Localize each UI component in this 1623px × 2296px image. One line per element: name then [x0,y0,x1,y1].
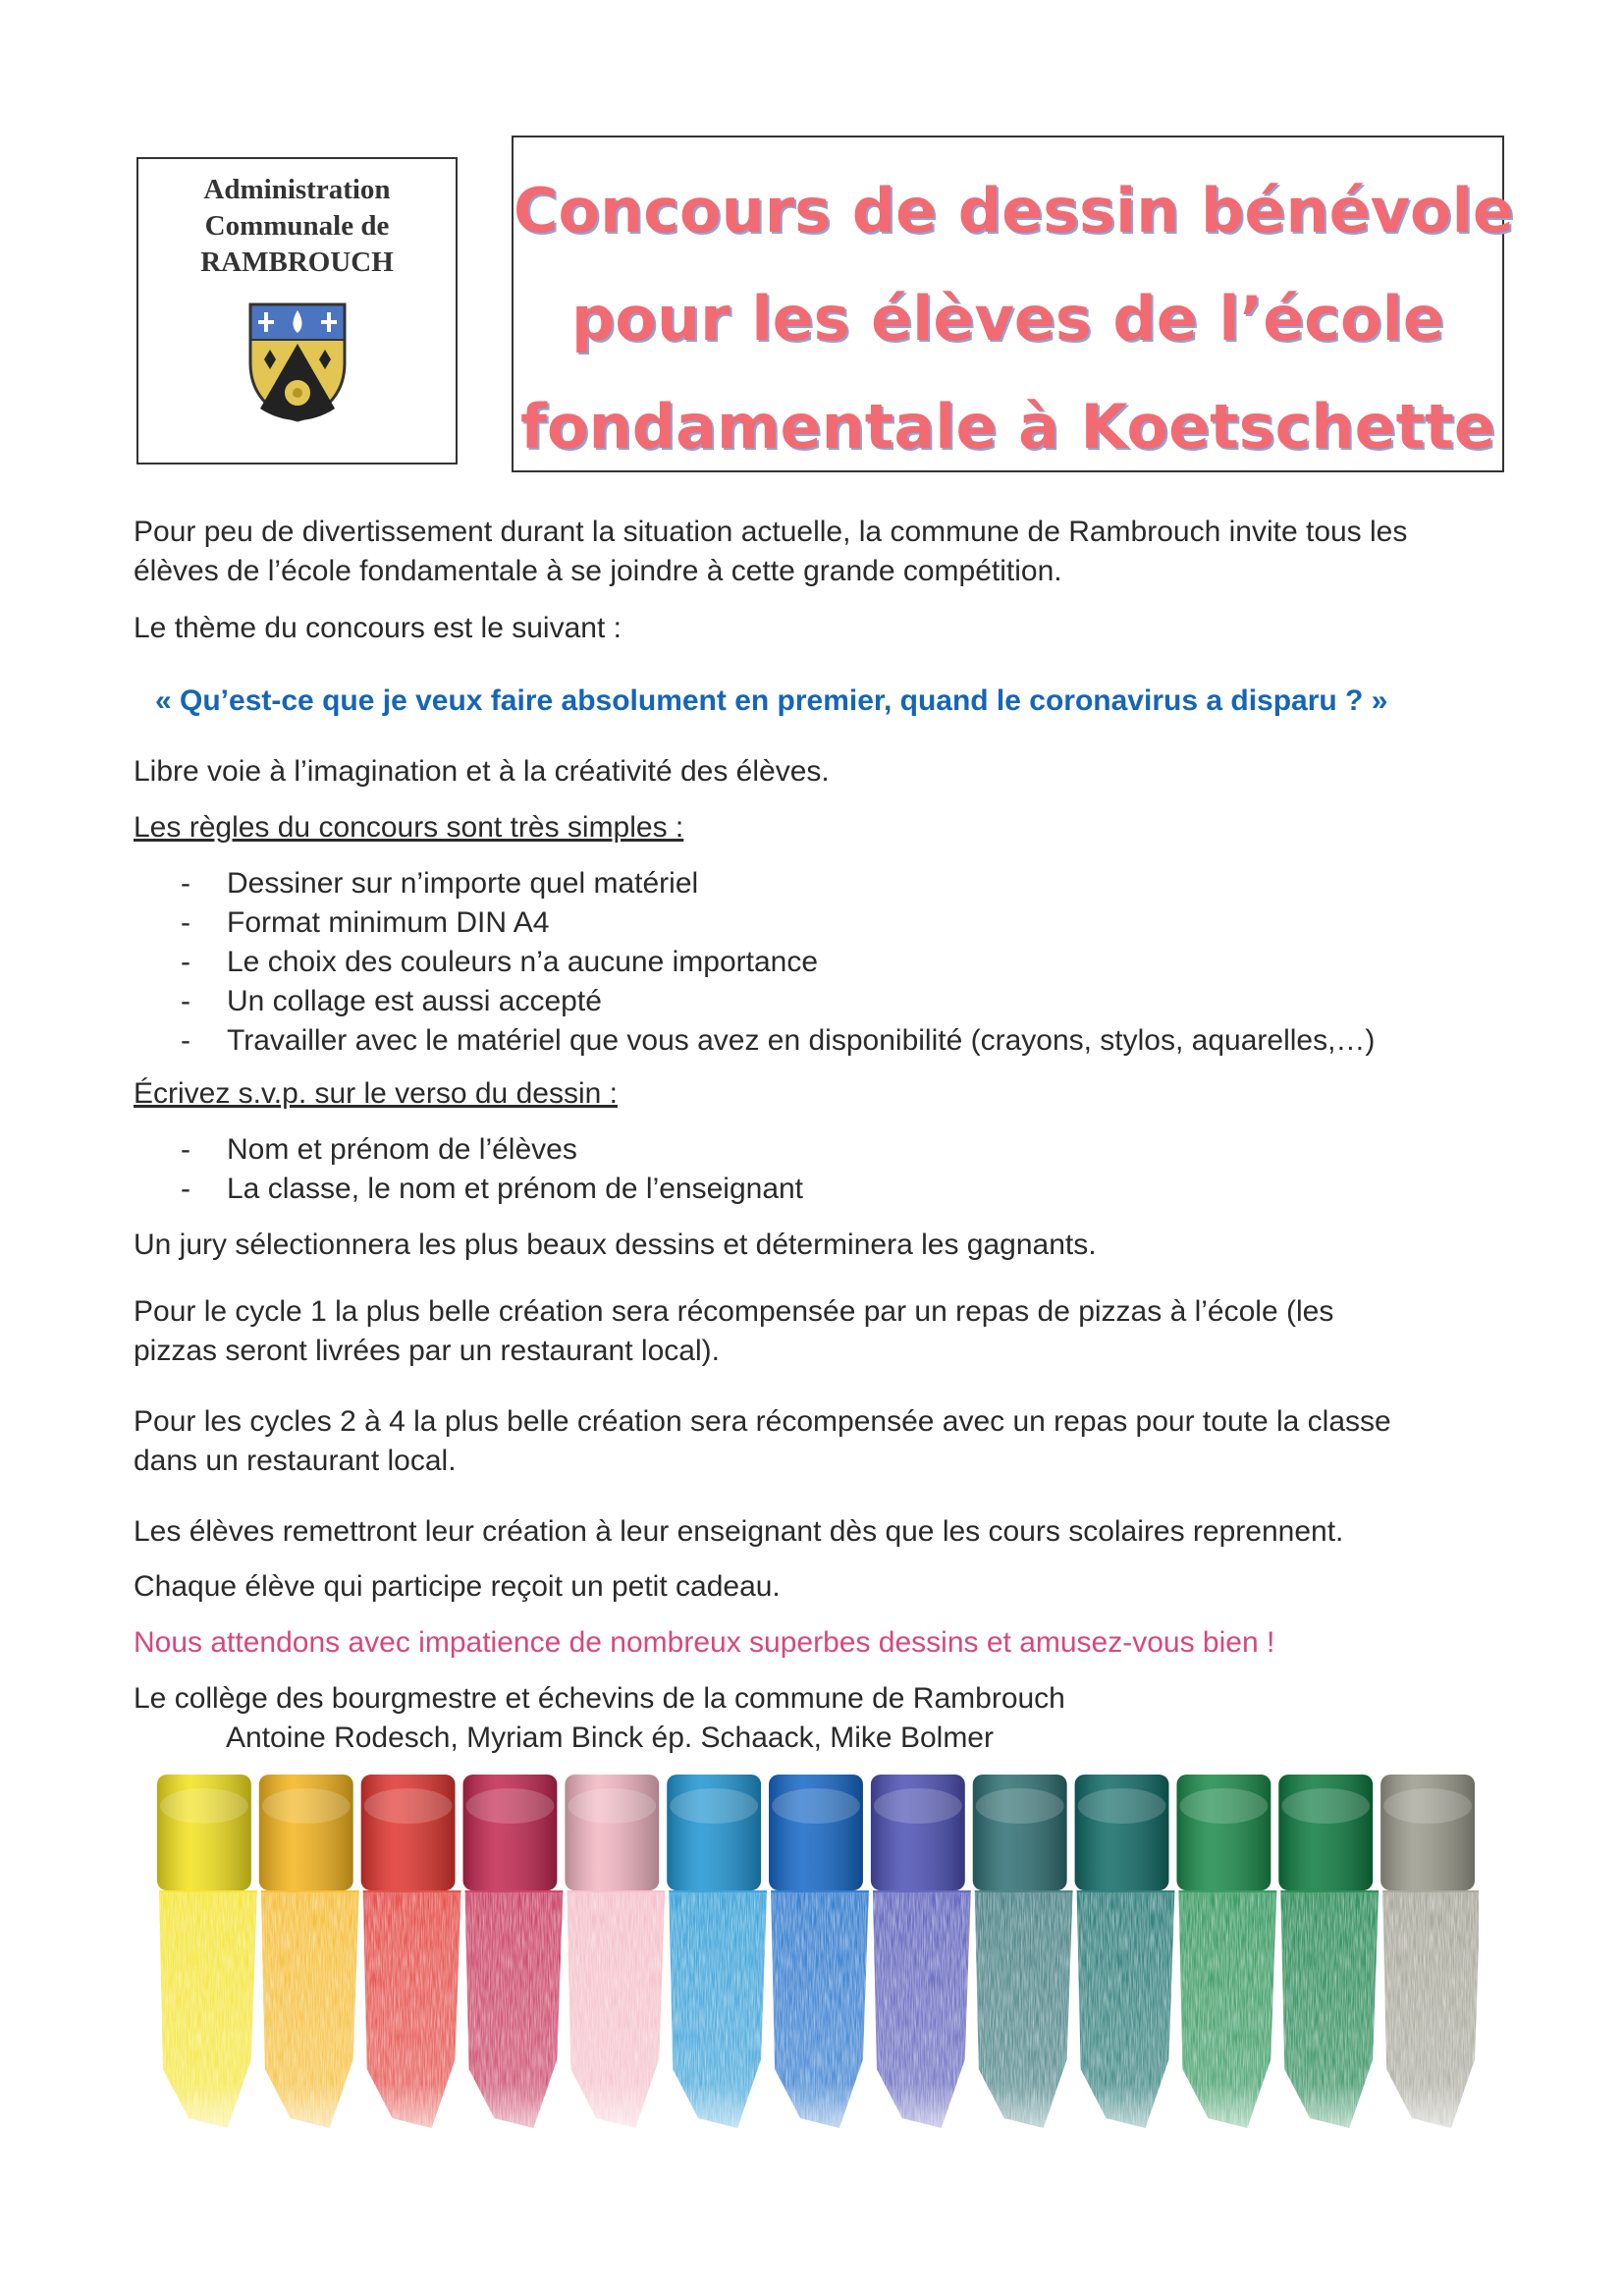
list-item: - Le choix des couleurs n’a aucune importance [134,943,1508,982]
crayon-tip [364,1788,453,1824]
title-line-2: pour les élèves de l’école [571,283,1444,355]
cycle2-line-2: dans un restaurant local. [134,1445,457,1477]
gift-text: Chaque élève qui participe reçoit un petit cadeau. [134,1570,781,1603]
crayon-tip [1383,1788,1472,1824]
verso-list [134,1130,1508,1209]
signature-names: Antoine Rodesch, Myriam Binck ép. Schaack, Mike Bolmer [226,1722,994,1754]
list-item: - La classe, le nom et prénom de l’enseignant [134,1170,1508,1209]
rules-heading: Les règles du concours sont très simples : [134,811,684,844]
crayon-tip [466,1788,555,1824]
title-line-3: fondamentale à Koetschette [520,391,1495,463]
crayon-tip [568,1788,656,1824]
crayon-tip [976,1788,1064,1824]
list-item: - Format minimum DIN A4 [134,903,1508,943]
crayon-tip [772,1788,860,1824]
cycle2-line-1: Pour les cycles 2 à 4 la plus belle création sera récompensée avec un repas pour toute la classe [134,1405,1391,1438]
rules-list [134,864,1508,1061]
crayon-tip [1179,1788,1268,1824]
theme-quote: « Qu’est-ce que je veux faire absolument en premier, quand le coronavirus a disparu ? » [155,684,1388,717]
intro-line-2: élèves de l’école fondamentale à se joindre à cette grande compétition. [134,555,1062,587]
list-item: - Dessiner sur n’importe quel matériel [134,864,1508,903]
admin-logo-box [136,157,458,465]
list-item: - Un collage est aussi accepté [134,982,1508,1021]
admin-line-1: Administration [203,174,391,205]
crayon-tip [160,1788,248,1824]
title-box [512,136,1514,472]
intro-paragraph [134,513,1508,591]
crayon-tip [262,1788,351,1824]
document-body [134,513,1508,1758]
list-item: - Nom et prénom de l’élèves [134,1130,1508,1170]
jury-text: Un jury sélectionnera les plus beaux dessins et déterminera les gagnants. [134,1229,1097,1261]
crayons-image [153,1775,1479,2148]
signature-line-1: Le collège des bourgmestre et échevins de la commune de Rambrouch [134,1682,1065,1715]
admin-line-3: RAMBROUCH [200,246,394,278]
list-item: - Travailler avec le matériel que vous avez en disponibilité (crayons, stylos, aquarelles,…) [134,1021,1508,1061]
crayon-tip [1281,1788,1370,1824]
crayon-tip [1078,1788,1166,1824]
hand-in-text: Les élèves remettront leur création à leur enseignant dès que les cours scolaires reprennent. [134,1515,1344,1548]
signature [134,1679,1508,1758]
intro-line-1: Pour peu de divertissement durant la situation actuelle, la commune de Rambrouch invite tous les [134,516,1408,548]
coat-of-arms-icon [248,302,347,422]
closing-text: Nous attendons avec impatience de nombreux superbes dessins et amusez-vous bien ! [134,1626,1275,1659]
admin-name [138,172,456,281]
cycle1-line-1: Pour le cycle 1 la plus belle création sera récompensée par un repas de pizzas à l’école (les [134,1295,1334,1328]
verso-heading: Écrivez s.v.p. sur le verso du dessin : [134,1077,618,1110]
cycle1-paragraph [134,1292,1508,1371]
free-text: Libre voie à l’imagination et à la créativité des élèves. [134,755,830,788]
theme-label: Le thème du concours est le suivant : [134,612,622,644]
cycle1-line-2: pizzas seront livrées par un restaurant local). [134,1335,720,1367]
crayon-tip [874,1788,962,1824]
crayon-tip [670,1788,758,1824]
cycle2-paragraph [134,1402,1508,1481]
admin-line-2: Communale de [204,210,390,242]
title-line-1: Concours de dessin bénévole [514,175,1514,246]
